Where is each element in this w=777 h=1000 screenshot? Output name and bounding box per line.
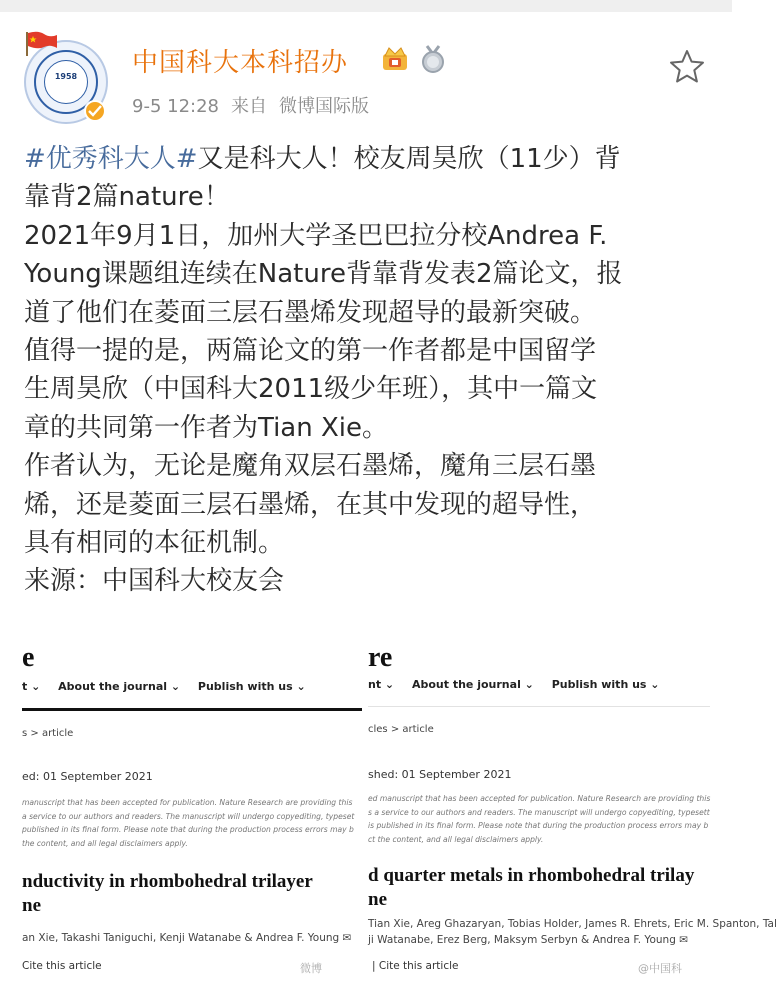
article-authors	[22, 930, 362, 946]
avatar[interactable]	[24, 40, 108, 124]
post-line-text: 又是科大人！校友周昊欣（11少）背	[197, 144, 621, 174]
post-line: 生周昊欣（中国科大2011级少年班），其中一篇文	[24, 374, 598, 405]
nav-item: About the journal ⌄	[58, 680, 181, 693]
notice-line: s a service to our authors and readers. The manuscript will undergo copyediting, typesett	[368, 807, 710, 817]
title-line: nductivity in rhombohedral trilayer	[22, 871, 313, 892]
post-line: 烯，还是菱面三层石墨烯，在其中发现的超导性，	[24, 489, 597, 520]
notice-line: ed manuscript that has been accepted for publication. Nature Research are providing this	[368, 794, 711, 803]
star-icon[interactable]	[668, 48, 706, 86]
notice-line: a service to our authors and readers. The manuscript will undergo copyediting, typeset	[22, 811, 355, 821]
post-source[interactable]: 微博国际版	[279, 96, 369, 117]
post-line: 具有相同的本征机制。	[24, 528, 285, 559]
published-date: ed: 01 September 2021	[22, 770, 153, 783]
journal-nav	[368, 678, 710, 704]
seal-year: 1958	[54, 72, 78, 81]
nav-item: About the journal ⌄	[411, 678, 534, 691]
notice-line: manuscript that has been accepted for publication. Nature Research are providing this	[22, 798, 353, 807]
manuscript-notice	[22, 796, 362, 850]
post-line: 作者认为，无论是魔角双层石墨烯，魔角三层石墨	[24, 451, 597, 482]
verified-icon	[84, 100, 106, 122]
weibo-watermark-left: 微博	[300, 962, 322, 975]
post-line: 来源：中国科大校友会	[24, 566, 285, 597]
nav-item: nt ⌄	[368, 678, 395, 691]
post-line: 章的共同第一作者为Tian Xie。	[24, 412, 389, 443]
journal-nav	[22, 680, 362, 706]
nav-item: Publish with us ⌄	[551, 678, 660, 691]
source-prefix: 来自	[231, 96, 267, 117]
authors-line: ji Watanabe, Erez Berg, Maksym Serbyn & Andrea F. Young ✉	[368, 934, 688, 946]
crown-badge-icon[interactable]	[380, 44, 410, 74]
article-title	[368, 864, 710, 912]
cite-link: Cite this article	[22, 960, 102, 972]
post-timestamp[interactable]: 9-5 12:28	[132, 96, 219, 117]
nav-divider	[368, 706, 710, 707]
nav-item: t ⌄	[22, 680, 41, 693]
breadcrumb: cles > article	[368, 724, 434, 735]
breadcrumb: s > article	[22, 728, 74, 739]
post-meta	[132, 92, 381, 118]
article-authors	[368, 916, 777, 948]
authors-line: Tian Xie, Areg Ghazaryan, Tobias Holder, James R. Ehrets, Eric M. Spanton, Tal	[368, 918, 777, 930]
article-title	[22, 870, 362, 918]
post-line: 靠背2篇nature！	[24, 182, 230, 213]
medal-badge-icon[interactable]	[418, 44, 448, 74]
notice-line: the content, and all legal disclaimers apply.	[22, 838, 188, 848]
post-image-2[interactable]	[368, 642, 777, 992]
nav-divider	[22, 708, 362, 711]
status-strip	[0, 0, 732, 12]
post-line: 2021年9月1日，加州大学圣巴巴拉分校Andrea F.	[24, 220, 608, 251]
title-line: d quarter metals in rhombohedral trilay	[368, 865, 695, 886]
seal-center	[44, 60, 88, 104]
authors-line: an Xie, Takashi Taniguchi, Kenji Watanabe & Andrea F. Young ✉	[22, 932, 352, 944]
post-text	[24, 140, 714, 601]
post-line: 道了他们在菱面三层石墨烯发现超导的最新突破。	[24, 297, 597, 328]
hashtag-link[interactable]: #优秀科大人#	[24, 144, 198, 174]
cite-link: | Cite this article	[372, 960, 459, 972]
nav-item: Publish with us ⌄	[197, 680, 306, 693]
post-image-1[interactable]	[22, 642, 362, 992]
notice-line: is published in its final form. Please note that during the production process errors may b	[368, 821, 709, 831]
journal-logo: re	[368, 642, 393, 673]
notice-line: published in its final form. Please note that during the production process errors may b	[22, 825, 354, 835]
notice-line: ct the content, and all legal disclaimers apply.	[368, 834, 544, 844]
title-line: ne	[368, 889, 387, 910]
published-date: shed: 01 September 2021	[368, 768, 512, 781]
post-line: 值得一提的是，两篇论文的第一作者都是中国留学	[24, 336, 597, 367]
account-name[interactable]: 中国科大本科招办	[132, 48, 349, 78]
title-line: ne	[22, 895, 41, 916]
journal-logo: e	[22, 642, 35, 673]
weibo-watermark: @中国科	[638, 962, 682, 975]
post-line: Young课题组连续在Nature背靠背发表2篇论文，报	[24, 259, 623, 290]
post-line	[24, 140, 714, 178]
manuscript-notice	[368, 792, 710, 846]
china-flag-icon	[24, 30, 58, 56]
